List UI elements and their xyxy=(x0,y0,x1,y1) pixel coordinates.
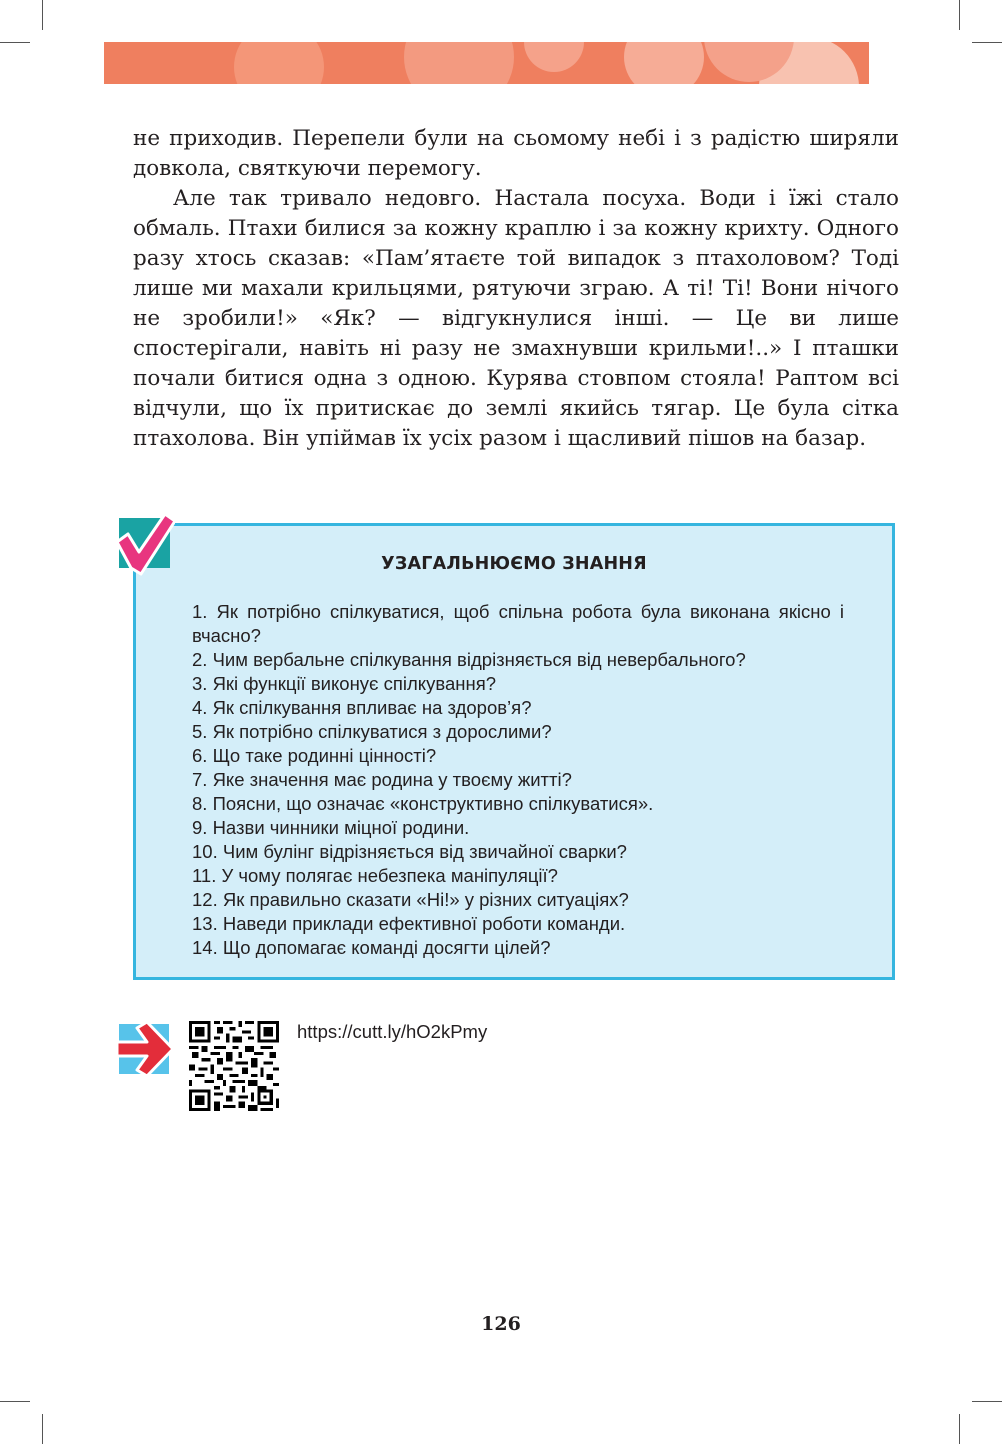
qr-code xyxy=(189,1021,279,1111)
arrow-right-icon xyxy=(117,1020,173,1078)
crop-mark xyxy=(972,1401,1002,1402)
question-item: 10. Чим булінг відрізняється від звичайної сварки? xyxy=(192,841,627,862)
summary-box xyxy=(133,523,895,980)
story-text xyxy=(133,124,899,454)
banner-circle xyxy=(624,42,704,84)
crop-mark xyxy=(0,1401,30,1402)
question-list xyxy=(192,600,844,960)
crop-mark xyxy=(959,1414,960,1444)
question-item: 14. Що допомагає команді досягти цілей? xyxy=(192,937,551,958)
page-number: 126 xyxy=(481,1313,521,1335)
question-item: 5. Як потрібно спілкуватися з дорослими? xyxy=(192,721,552,742)
question-item: 8. Поясни, що означає «конструктивно спілкуватися». xyxy=(192,793,654,814)
story-paragraph: Але так тривало недовго. Настала посуха. Води і їжі стало обмаль. Птахи билися за кожну краплю і за кожну крихту. Одного разу хтось сказав: «Пам’ятаєте той випадок з птахоловом? Тоді лише ми махали крильцями, рятуючи зграю. А ті! Ті! Вони нічого не зробили!» «Як? — відгукнулися інші. — Це ви лише спостерігали, навіть ні разу не змахнувши крильми!..» І пташки почали битися одна з одною. Курява стовпом стояла! Раптом всі відчули, що їх притискає до землі якийсь тягар. Це була сітка птахолова. Він упіймав їх усіх разом і щасливий пішов на базар. xyxy=(133,186,899,451)
crop-mark xyxy=(959,0,960,30)
question-item: 2. Чим вербальне спілкування відрізняється від невербального? xyxy=(192,649,746,670)
question-item: 6. Що таке родинні цінності? xyxy=(192,745,437,766)
crop-mark xyxy=(42,1414,43,1444)
question-item: 9. Назви чинники міцної родини. xyxy=(192,817,470,838)
checkmark-icon xyxy=(113,512,175,576)
banner-circle xyxy=(234,42,324,84)
banner-circle xyxy=(524,42,584,72)
resource-link[interactable]: https://cutt.ly/hO2kPmy xyxy=(297,1021,488,1042)
crop-mark xyxy=(0,42,30,43)
question-item: 3. Які функції виконує спілкування? xyxy=(192,673,497,694)
question-item: 12. Як правильно сказати «Ні!» у різних ситуаціях? xyxy=(192,889,629,910)
crop-mark xyxy=(42,0,43,30)
question-item: 7. Яке значення має родина у твоєму житті? xyxy=(192,769,572,790)
summary-title: УЗАГАЛЬНЮЄМО ЗНАННЯ xyxy=(381,554,647,574)
question-item: 1. Як потрібно спілкуватися, щоб спільна робота була виконана якісно і вчасно? xyxy=(192,601,844,646)
banner-circle xyxy=(404,42,514,84)
question-item: 11. У чому полягає небезпека маніпуляції? xyxy=(192,865,558,886)
header-banner xyxy=(104,42,869,84)
story-paragraph: не приходив. Перепели були на сьомому небі і з радістю ширяли довкола, святкуючи перемогу. xyxy=(133,126,899,181)
crop-mark xyxy=(972,42,1002,43)
question-item: 13. Наведи приклади ефективної роботи команди. xyxy=(192,913,626,934)
question-item: 4. Як спілкування впливає на здоров’я? xyxy=(192,697,532,718)
